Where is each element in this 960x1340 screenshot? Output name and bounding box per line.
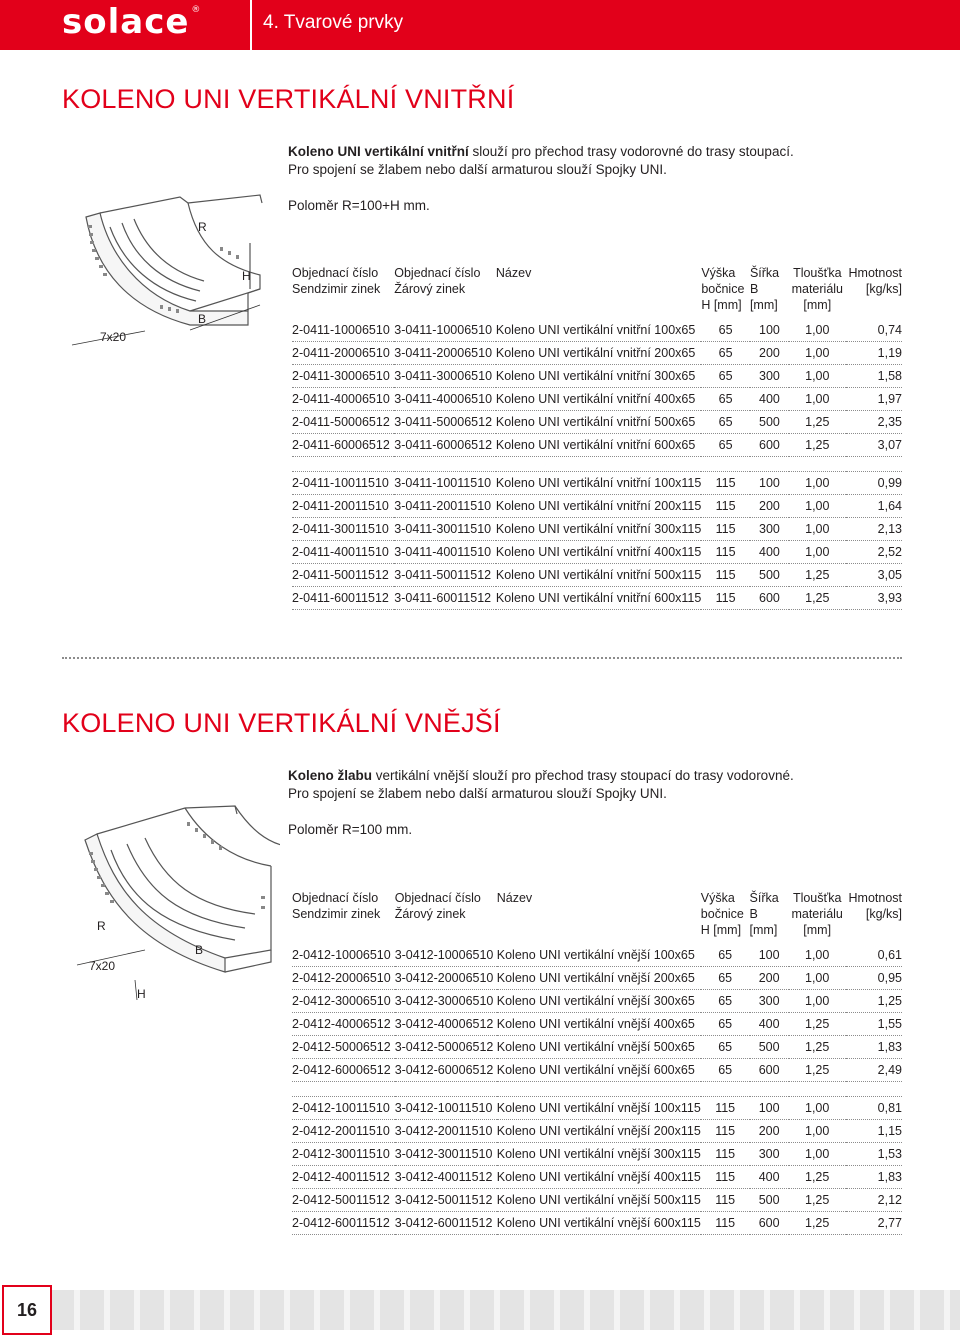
cell-sendzimir-code: 2-0411-60011512: [292, 587, 394, 610]
section-intro-outer-bend: [288, 767, 794, 803]
cell-weight: 2,13: [846, 518, 902, 541]
cell-product-name: Koleno UNI vertikální vnější 100x65: [497, 944, 701, 967]
cell-weight: 1,83: [846, 1166, 902, 1189]
cell-product-name: Koleno UNI vertikální vnitřní 300x65: [496, 365, 701, 388]
cell-width: 100: [750, 1097, 789, 1120]
cell-weight: 2,12: [846, 1189, 902, 1212]
cell-thickness: 1,00: [789, 365, 846, 388]
cell-hotdip-code: 3-0412-40006512: [395, 1013, 497, 1036]
cell-product-name: Koleno UNI vertikální vnější 400x115: [497, 1166, 701, 1189]
cell-height: 65: [701, 967, 750, 990]
cell-weight: 0,99: [846, 472, 902, 495]
cell-sendzimir-code: 2-0411-40006510: [292, 388, 394, 411]
col-header-thickness: Tloušťka materiálu [mm]: [791, 266, 844, 312]
radius-note-inner-bend: Poloměr R=100+H mm.: [288, 198, 430, 213]
col-header-width: Šířka B [mm]: [749, 266, 780, 312]
cell-thickness: 1,25: [789, 1036, 846, 1059]
cell-sendzimir-code: 2-0412-50011512: [292, 1189, 395, 1212]
cell-hotdip-code: 3-0411-50006512: [394, 411, 496, 434]
cell-width: 500: [750, 411, 789, 434]
label-r: R: [198, 220, 207, 234]
cell-sendzimir-code: 2-0411-10006510: [292, 319, 394, 342]
table-row: [292, 564, 902, 587]
cell-height: 65: [701, 342, 750, 365]
cell-weight: 2,77: [846, 1212, 902, 1235]
label-h: H: [137, 987, 146, 1001]
cell-product-name: Koleno UNI vertikální vnější 600x65: [497, 1059, 701, 1082]
cell-product-name: Koleno UNI vertikální vnější 200x115: [497, 1120, 701, 1143]
cell-sendzimir-code: 2-0411-10011510: [292, 472, 394, 495]
cell-product-name: Koleno UNI vertikální vnější 100x115: [497, 1097, 701, 1120]
col-header-weight: Hmotnost [kg/ks]: [848, 266, 902, 296]
cell-height: 65: [701, 411, 750, 434]
cell-thickness: 1,00: [789, 944, 846, 967]
cell-sendzimir-code: 2-0411-40011510: [292, 541, 394, 564]
cell-hotdip-code: 3-0411-40006510: [394, 388, 496, 411]
col-header-sendzimir: Objednací číslo Sendzimir zinek: [292, 266, 381, 296]
table-row: [292, 388, 902, 411]
cell-width: 400: [750, 1013, 789, 1036]
cell-hotdip-code: 3-0412-40011512: [395, 1166, 497, 1189]
cell-hotdip-code: 3-0412-50011512: [395, 1189, 497, 1212]
cell-weight: 0,95: [846, 967, 902, 990]
cell-height: 115: [701, 1189, 750, 1212]
col-header-thickness: Tloušťka materiálu [mm]: [791, 891, 843, 937]
cell-sendzimir-code: 2-0412-30006510: [292, 990, 395, 1013]
intro-bold: Koleno UNI vertikální vnitřní: [288, 144, 469, 159]
table-row: [292, 1212, 902, 1235]
table-row: [292, 1120, 902, 1143]
table-row: [292, 1036, 902, 1059]
col-header-sendzimir: Objednací číslo Sendzimir zinek: [292, 891, 381, 921]
cell-sendzimir-code: 2-0412-60006512: [292, 1059, 395, 1082]
table-header: [292, 890, 902, 944]
cell-hotdip-code: 3-0412-30006510: [395, 990, 497, 1013]
label-holes: 7x20: [100, 330, 127, 344]
cell-weight: 2,49: [846, 1059, 902, 1082]
table-row: [292, 1059, 902, 1082]
cell-hotdip-code: 3-0411-20006510: [394, 342, 496, 365]
cell-hotdip-code: 3-0411-10011510: [394, 472, 496, 495]
table-row: [292, 342, 902, 365]
cell-height: 65: [701, 944, 750, 967]
table-row: [292, 587, 902, 610]
outer-bend-table: [292, 890, 902, 1235]
cell-weight: 1,55: [846, 1013, 902, 1036]
cell-thickness: 1,00: [789, 1143, 846, 1166]
label-h: H: [242, 269, 251, 283]
cell-height: 65: [701, 1036, 750, 1059]
cell-thickness: 1,25: [789, 1212, 846, 1235]
cell-width: 300: [750, 990, 789, 1013]
cell-weight: 1,97: [846, 388, 902, 411]
cell-thickness: 1,00: [789, 472, 846, 495]
cell-height: 65: [701, 990, 750, 1013]
cell-thickness: 1,25: [789, 587, 846, 610]
chapter-title: 4. Tvarové prvky: [263, 12, 404, 33]
cell-sendzimir-code: 2-0411-50006512: [292, 411, 394, 434]
cell-hotdip-code: 3-0411-50011512: [394, 564, 496, 587]
cell-sendzimir-code: 2-0412-30011510: [292, 1143, 395, 1166]
cell-hotdip-code: 3-0412-60006512: [395, 1059, 497, 1082]
cell-product-name: Koleno UNI vertikální vnější 600x115: [497, 1212, 701, 1235]
cell-thickness: 1,00: [789, 388, 846, 411]
intro-rest: slouží pro přechod trasy vodorovné do trasy stoupací.: [468, 144, 794, 159]
cell-sendzimir-code: 2-0412-10006510: [292, 944, 395, 967]
cell-weight: 1,19: [846, 342, 902, 365]
brand-logo: [62, 2, 201, 42]
table-row: [292, 944, 902, 967]
col-header-width: Šířka B [mm]: [749, 891, 779, 937]
cell-sendzimir-code: 2-0411-30006510: [292, 365, 394, 388]
cell-height: 115: [701, 587, 750, 610]
cell-weight: 1,15: [846, 1120, 902, 1143]
cell-weight: 0,74: [846, 319, 902, 342]
table-row: [292, 518, 902, 541]
inner-bend-drawing: [70, 185, 275, 360]
cell-height: 115: [701, 1143, 750, 1166]
cell-thickness: 1,00: [789, 541, 846, 564]
header-divider: [250, 0, 252, 50]
cell-weight: 0,61: [846, 944, 902, 967]
col-header-height: Výška bočnice H [mm]: [700, 891, 744, 937]
cell-sendzimir-code: 2-0411-30011510: [292, 518, 394, 541]
group-separator: [292, 1082, 902, 1097]
cell-width: 100: [750, 944, 789, 967]
cell-sendzimir-code: 2-0412-40011512: [292, 1166, 395, 1189]
col-header-name: Název: [496, 891, 533, 905]
intro-bold: Koleno žlabu: [288, 768, 372, 783]
cell-weight: 3,93: [846, 587, 902, 610]
col-header-height: Výška bočnice H [mm]: [701, 266, 745, 312]
cell-hotdip-code: 3-0412-30011510: [395, 1143, 497, 1166]
logo-text: solace: [62, 2, 190, 42]
cell-height: 65: [701, 434, 750, 457]
registered-mark: ®: [191, 5, 202, 15]
cell-height: 65: [701, 365, 750, 388]
cell-thickness: 1,25: [789, 1059, 846, 1082]
col-header-weight: Hmotnost [kg/ks]: [848, 891, 902, 921]
cell-width: 200: [750, 1120, 789, 1143]
cell-height: 115: [701, 1120, 750, 1143]
cell-height: 65: [701, 388, 750, 411]
inner-bend-table: [292, 265, 902, 610]
cell-height: 65: [701, 1013, 750, 1036]
cell-weight: 2,52: [846, 541, 902, 564]
col-header-hotdip: Objednací číslo Žárový zinek: [394, 891, 481, 921]
cell-width: 600: [750, 1059, 789, 1082]
cell-height: 65: [701, 319, 750, 342]
intro-line-1: [288, 143, 794, 161]
label-holes: 7x20: [89, 959, 116, 973]
cell-hotdip-code: 3-0412-10006510: [395, 944, 497, 967]
cell-hotdip-code: 3-0412-20006510: [395, 967, 497, 990]
cell-height: 115: [701, 541, 750, 564]
cell-product-name: Koleno UNI vertikální vnitřní 400x115: [496, 541, 701, 564]
cell-product-name: Koleno UNI vertikální vnitřní 100x65: [496, 319, 701, 342]
page-header: [0, 0, 960, 50]
cell-product-name: Koleno UNI vertikální vnitřní 400x65: [496, 388, 701, 411]
col-header-name: Název: [495, 266, 532, 280]
cell-height: 115: [701, 1212, 750, 1235]
cell-product-name: Koleno UNI vertikální vnitřní 500x65: [496, 411, 701, 434]
cell-width: 400: [750, 388, 789, 411]
table-row: [292, 1166, 902, 1189]
table-row: [292, 411, 902, 434]
cell-product-name: Koleno UNI vertikální vnitřní 200x115: [496, 495, 701, 518]
cell-sendzimir-code: 2-0412-20011510: [292, 1120, 395, 1143]
table-row: [292, 472, 902, 495]
cell-weight: 1,83: [846, 1036, 902, 1059]
section-title-outer-bend: KOLENO UNI VERTIKÁLNÍ VNĚJŠÍ: [62, 708, 501, 738]
cell-width: 200: [750, 495, 789, 518]
cell-width: 600: [750, 1212, 789, 1235]
cell-weight: 1,25: [846, 990, 902, 1013]
table-row: [292, 1189, 902, 1212]
cell-sendzimir-code: 2-0412-20006510: [292, 967, 395, 990]
cell-product-name: Koleno UNI vertikální vnější 500x115: [497, 1189, 701, 1212]
cell-thickness: 1,25: [789, 411, 846, 434]
cell-hotdip-code: 3-0411-30006510: [394, 365, 496, 388]
cell-thickness: 1,00: [789, 967, 846, 990]
cell-product-name: Koleno UNI vertikální vnější 200x65: [497, 967, 701, 990]
cell-product-name: Koleno UNI vertikální vnitřní 600x115: [496, 587, 701, 610]
cell-height: 115: [701, 1097, 750, 1120]
cell-weight: 2,35: [846, 411, 902, 434]
cell-width: 600: [750, 587, 789, 610]
cell-thickness: 1,00: [789, 319, 846, 342]
table-row: [292, 365, 902, 388]
cell-height: 115: [701, 518, 750, 541]
cell-product-name: Koleno UNI vertikální vnější 400x65: [497, 1013, 701, 1036]
intro-line-2: Pro spojení se žlabem nebo další armaturou slouží Spojky UNI.: [288, 162, 667, 177]
page-number: 16: [2, 1285, 52, 1335]
cell-sendzimir-code: 2-0411-50011512: [292, 564, 394, 587]
footer-bar: [50, 1290, 960, 1330]
cell-thickness: 1,25: [789, 564, 846, 587]
table-row: [292, 1013, 902, 1036]
cell-height: 115: [701, 564, 750, 587]
table-row: [292, 1097, 902, 1120]
cell-width: 400: [750, 1166, 789, 1189]
cell-width: 500: [750, 1189, 789, 1212]
group-separator: [292, 457, 902, 472]
label-r: R: [97, 919, 106, 933]
cell-hotdip-code: 3-0412-20011510: [395, 1120, 497, 1143]
cell-height: 115: [701, 495, 750, 518]
cell-weight: 3,05: [846, 564, 902, 587]
cell-product-name: Koleno UNI vertikální vnitřní 200x65: [496, 342, 701, 365]
cell-thickness: 1,00: [789, 495, 846, 518]
cell-width: 500: [750, 564, 789, 587]
cell-width: 600: [750, 434, 789, 457]
section-divider: [62, 657, 902, 659]
label-b: B: [198, 312, 207, 326]
cell-thickness: 1,00: [789, 518, 846, 541]
cell-thickness: 1,00: [789, 342, 846, 365]
cell-product-name: Koleno UNI vertikální vnitřní 100x115: [496, 472, 701, 495]
cell-width: 300: [750, 518, 789, 541]
cell-height: 115: [701, 472, 750, 495]
cell-hotdip-code: 3-0411-40011510: [394, 541, 496, 564]
cell-product-name: Koleno UNI vertikální vnější 500x65: [497, 1036, 701, 1059]
intro-line-1: [288, 767, 794, 785]
cell-height: 115: [701, 1166, 750, 1189]
intro-rest: vertikální vnější slouží pro přechod trasy stoupací do trasy vodorovné.: [372, 768, 794, 783]
cell-width: 400: [750, 541, 789, 564]
cell-thickness: 1,00: [789, 990, 846, 1013]
cell-width: 300: [750, 1143, 789, 1166]
table-row: [292, 967, 902, 990]
cell-thickness: 1,25: [789, 1166, 846, 1189]
outer-bend-drawing: [75, 800, 280, 1010]
cell-width: 300: [750, 365, 789, 388]
cell-weight: 0,81: [846, 1097, 902, 1120]
separator-cell: [292, 457, 902, 472]
cell-hotdip-code: 3-0411-60006512: [394, 434, 496, 457]
cell-sendzimir-code: 2-0412-10011510: [292, 1097, 395, 1120]
label-b: B: [195, 943, 204, 957]
cell-width: 100: [750, 472, 789, 495]
cell-weight: 3,07: [846, 434, 902, 457]
table-header: [292, 265, 902, 319]
cell-weight: 1,64: [846, 495, 902, 518]
cell-width: 200: [750, 342, 789, 365]
cell-hotdip-code: 3-0411-10006510: [394, 319, 496, 342]
table-row: [292, 1143, 902, 1166]
cell-thickness: 1,00: [789, 1097, 846, 1120]
section-intro-inner-bend: [288, 143, 794, 179]
cell-weight: 1,58: [846, 365, 902, 388]
cell-sendzimir-code: 2-0412-50006512: [292, 1036, 395, 1059]
cell-width: 100: [750, 319, 789, 342]
table-row: [292, 990, 902, 1013]
cell-sendzimir-code: 2-0411-20011510: [292, 495, 394, 518]
cell-hotdip-code: 3-0411-60011512: [394, 587, 496, 610]
cell-hotdip-code: 3-0411-30011510: [394, 518, 496, 541]
cell-hotdip-code: 3-0412-50006512: [395, 1036, 497, 1059]
cell-sendzimir-code: 2-0412-60011512: [292, 1212, 395, 1235]
cell-sendzimir-code: 2-0411-60006512: [292, 434, 394, 457]
col-header-hotdip: Objednací číslo Žárový zinek: [394, 266, 481, 296]
cell-thickness: 1,25: [789, 1189, 846, 1212]
cell-product-name: Koleno UNI vertikální vnitřní 500x115: [496, 564, 701, 587]
cell-sendzimir-code: 2-0411-20006510: [292, 342, 394, 365]
cell-product-name: Koleno UNI vertikální vnitřní 300x115: [496, 518, 701, 541]
separator-cell: [292, 1082, 902, 1097]
cell-height: 65: [701, 1059, 750, 1082]
table-row: [292, 541, 902, 564]
cell-width: 500: [750, 1036, 789, 1059]
cell-product-name: Koleno UNI vertikální vnější 300x65: [497, 990, 701, 1013]
table-row: [292, 434, 902, 457]
cell-weight: 1,53: [846, 1143, 902, 1166]
section-title-inner-bend: KOLENO UNI VERTIKÁLNÍ VNITŘNÍ: [62, 84, 515, 114]
cell-thickness: 1,25: [789, 1013, 846, 1036]
radius-note-outer-bend: Poloměr R=100 mm.: [288, 822, 413, 837]
cell-product-name: Koleno UNI vertikální vnitřní 600x65: [496, 434, 701, 457]
cell-thickness: 1,00: [789, 1120, 846, 1143]
cell-product-name: Koleno UNI vertikální vnější 300x115: [497, 1143, 701, 1166]
cell-sendzimir-code: 2-0412-40006512: [292, 1013, 395, 1036]
cell-width: 200: [750, 967, 789, 990]
table-row: [292, 319, 902, 342]
cell-hotdip-code: 3-0412-10011510: [395, 1097, 497, 1120]
cell-hotdip-code: 3-0411-20011510: [394, 495, 496, 518]
intro-line-2: Pro spojení se žlabem nebo další armaturou slouží Spojky UNI.: [288, 786, 667, 801]
table-row: [292, 495, 902, 518]
cell-thickness: 1,25: [789, 434, 846, 457]
cell-hotdip-code: 3-0412-60011512: [395, 1212, 497, 1235]
